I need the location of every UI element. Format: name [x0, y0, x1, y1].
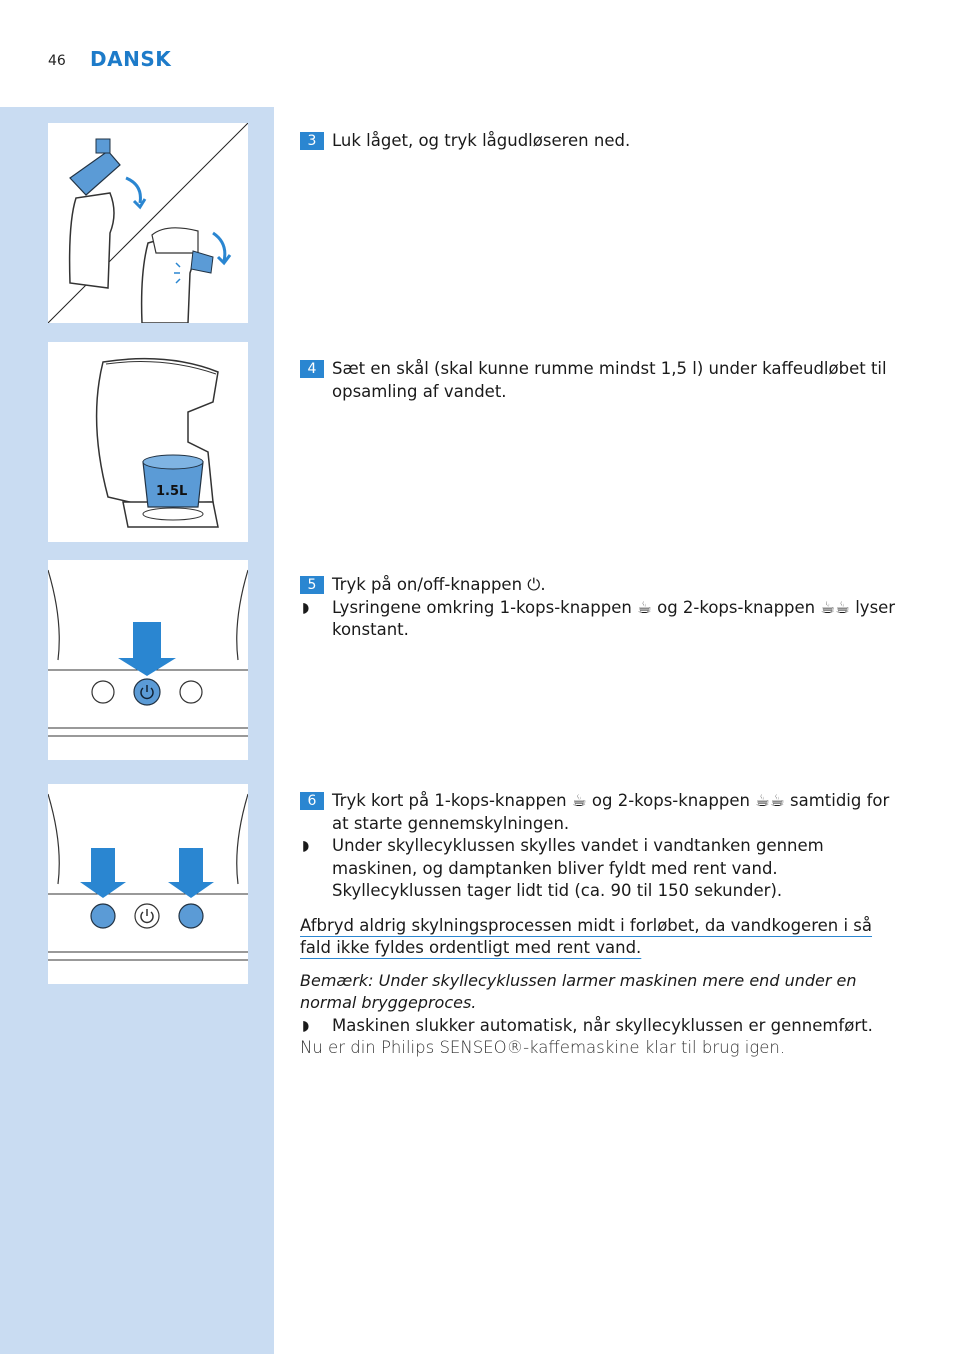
illustration-bowl-under-spout [48, 342, 248, 542]
result-bullet [300, 597, 908, 642]
step-3-block [300, 130, 908, 153]
step-text: Sæt en skål (skal kunne rumme mindst 1,5 l) under kaffeudløbet til opsamling af vandet. [332, 359, 887, 401]
step-text: Tryk kort på 1-kops-knappen ☕ og 2-kops-knappen ☕☕ samtidig for at starte gennemskylningen. [332, 791, 890, 833]
bullet-text: Under skyllecyklussen skylles vandet i vandtanken gennem maskinen, og damptanken bliver fyldt med rent vand. Skyllecyklussen tager lidt tid (ca. 90 til 150 sekunder). [332, 836, 824, 900]
step-5-block [300, 574, 908, 642]
illustration-close-lid [48, 123, 248, 323]
step-6-block [300, 790, 908, 1060]
bullet-icon: ◗ [302, 838, 310, 854]
step-text: Luk låget, og tryk lågudløseren ned. [332, 131, 631, 150]
illustration-power-button [48, 560, 248, 760]
step-3 [300, 130, 908, 153]
result-bullet [300, 1015, 908, 1038]
step-text: Tryk på on/off-knappen ⏻. [332, 575, 546, 594]
illustration-rinse-buttons [48, 784, 248, 984]
warning-text: Afbryd aldrig skylningsprocessen midt i forløbet, da vandkogeren i så fald ikke fyldes ordentligt med rent vand. [300, 915, 873, 957]
step-6 [300, 790, 908, 835]
bullet-text: Maskinen slukker automatisk, når skyllecyklussen er gennemført. [332, 1015, 873, 1035]
step-4-block [300, 358, 908, 403]
bowl-volume-label: 1.5L [156, 484, 188, 499]
step-number: 5 [300, 576, 324, 594]
step-number: 4 [300, 360, 324, 378]
step-5 [300, 574, 908, 597]
bullet-text: Lysringene omkring 1-kops-knappen ☕ og 2-kops-knappen ☕☕ lyser konstant. [332, 597, 896, 639]
page-title: DANSK [90, 47, 172, 71]
step-4 [300, 358, 908, 403]
note-text: Bemærk: Under skyllecyklussen larmer maskinen mere end under en normal bryggeproces. [300, 970, 857, 1012]
result-bullet [300, 835, 908, 903]
bullet-icon: ◗ [302, 599, 310, 616]
page-number: 46 [48, 53, 66, 69]
step-number: 3 [300, 132, 324, 150]
closing-text: Nu er din Philips SENSEO®-kaffemaskine klar til brug igen. [300, 1038, 786, 1057]
step-number: 6 [300, 792, 324, 810]
bullet-icon: ◗ [302, 1017, 310, 1034]
